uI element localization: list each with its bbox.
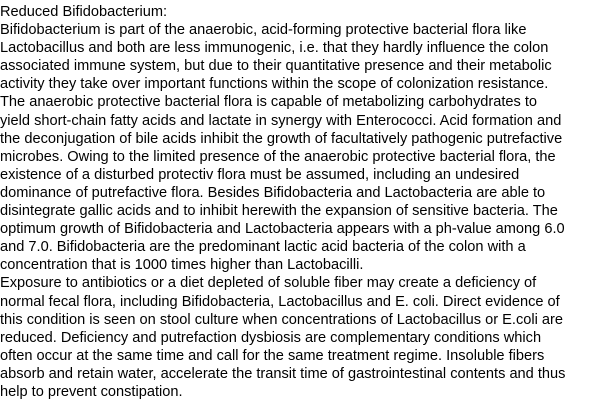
text-line: reduced. Deficiency and putrefaction dysbiosis are complementary conditions which — [0, 329, 542, 346]
text-line: existence of a disturbed protectiv flora must be assumed, including an undesired — [0, 166, 520, 183]
text-line: disintegrate gallic acids and to inhibit herewith the expansion of sensitive bacteria. The — [0, 203, 558, 220]
text-line: the deconjugation of bile acids inhibit the growth of facultatively pathogenic putrefactive — [0, 130, 563, 147]
text-line: dominance of putrefactive flora. Besides Bifidobacteria and Lactobacteria are able to — [0, 184, 546, 201]
text-line: activity they take over important functions within the scope of colonization resistance. — [0, 76, 549, 93]
text-line: yield short-chain fatty acids and lactate in synergy with Enterococci. Acid formation and — [0, 112, 562, 129]
section-heading: Reduced Bifidobacterium: — [0, 4, 168, 20]
text-line: normal fecal flora, including Bifidobacteria, Lactobacillus and E. coli. Direct evidence of — [0, 293, 560, 310]
text-line: help to prevent constipation. — [0, 383, 183, 400]
text-line: often occur at the same time and call for the same treatment regime. Insoluble fibers — [0, 347, 545, 364]
text-line: Lactobacillus and both are less immunogenic, i.e. that they hardly influence the colon — [0, 40, 549, 57]
text-line: and 7.0. Bifidobacteria are the predominant lactic acid bacteria of the colon with a — [0, 239, 526, 256]
text-line: this condition is seen on stool culture when concentrations of Lactobacillus or E.coli are — [0, 311, 563, 328]
text-line: The anaerobic protective bacterial flora is capable of metabolizing carbohydrates to — [0, 94, 538, 111]
text-line: Exposure to antibiotics or a diet depleted of soluble fiber may create a deficiency of — [0, 275, 537, 292]
text-line: concentration that is 1000 times higher than Lactobacilli. — [0, 257, 364, 274]
text-line: absorb and retain water, accelerate the transit time of gastrointestinal contents and thus — [0, 365, 566, 382]
text-line: optimum growth of Bifidobacteria and Lactobacteria appears with a ph-value among 6.0 — [0, 221, 565, 238]
document-body — [0, 3, 612, 401]
text-line: Bifidobacterium is part of the anaerobic, acid-forming protective bacterial flora like — [0, 22, 527, 39]
text-line: associated immune system, but due to their quantitative presence and their metabolic — [0, 58, 552, 75]
text-line: microbes. Owing to the limited presence of the anaerobic protective bacterial flora, the — [0, 148, 556, 165]
